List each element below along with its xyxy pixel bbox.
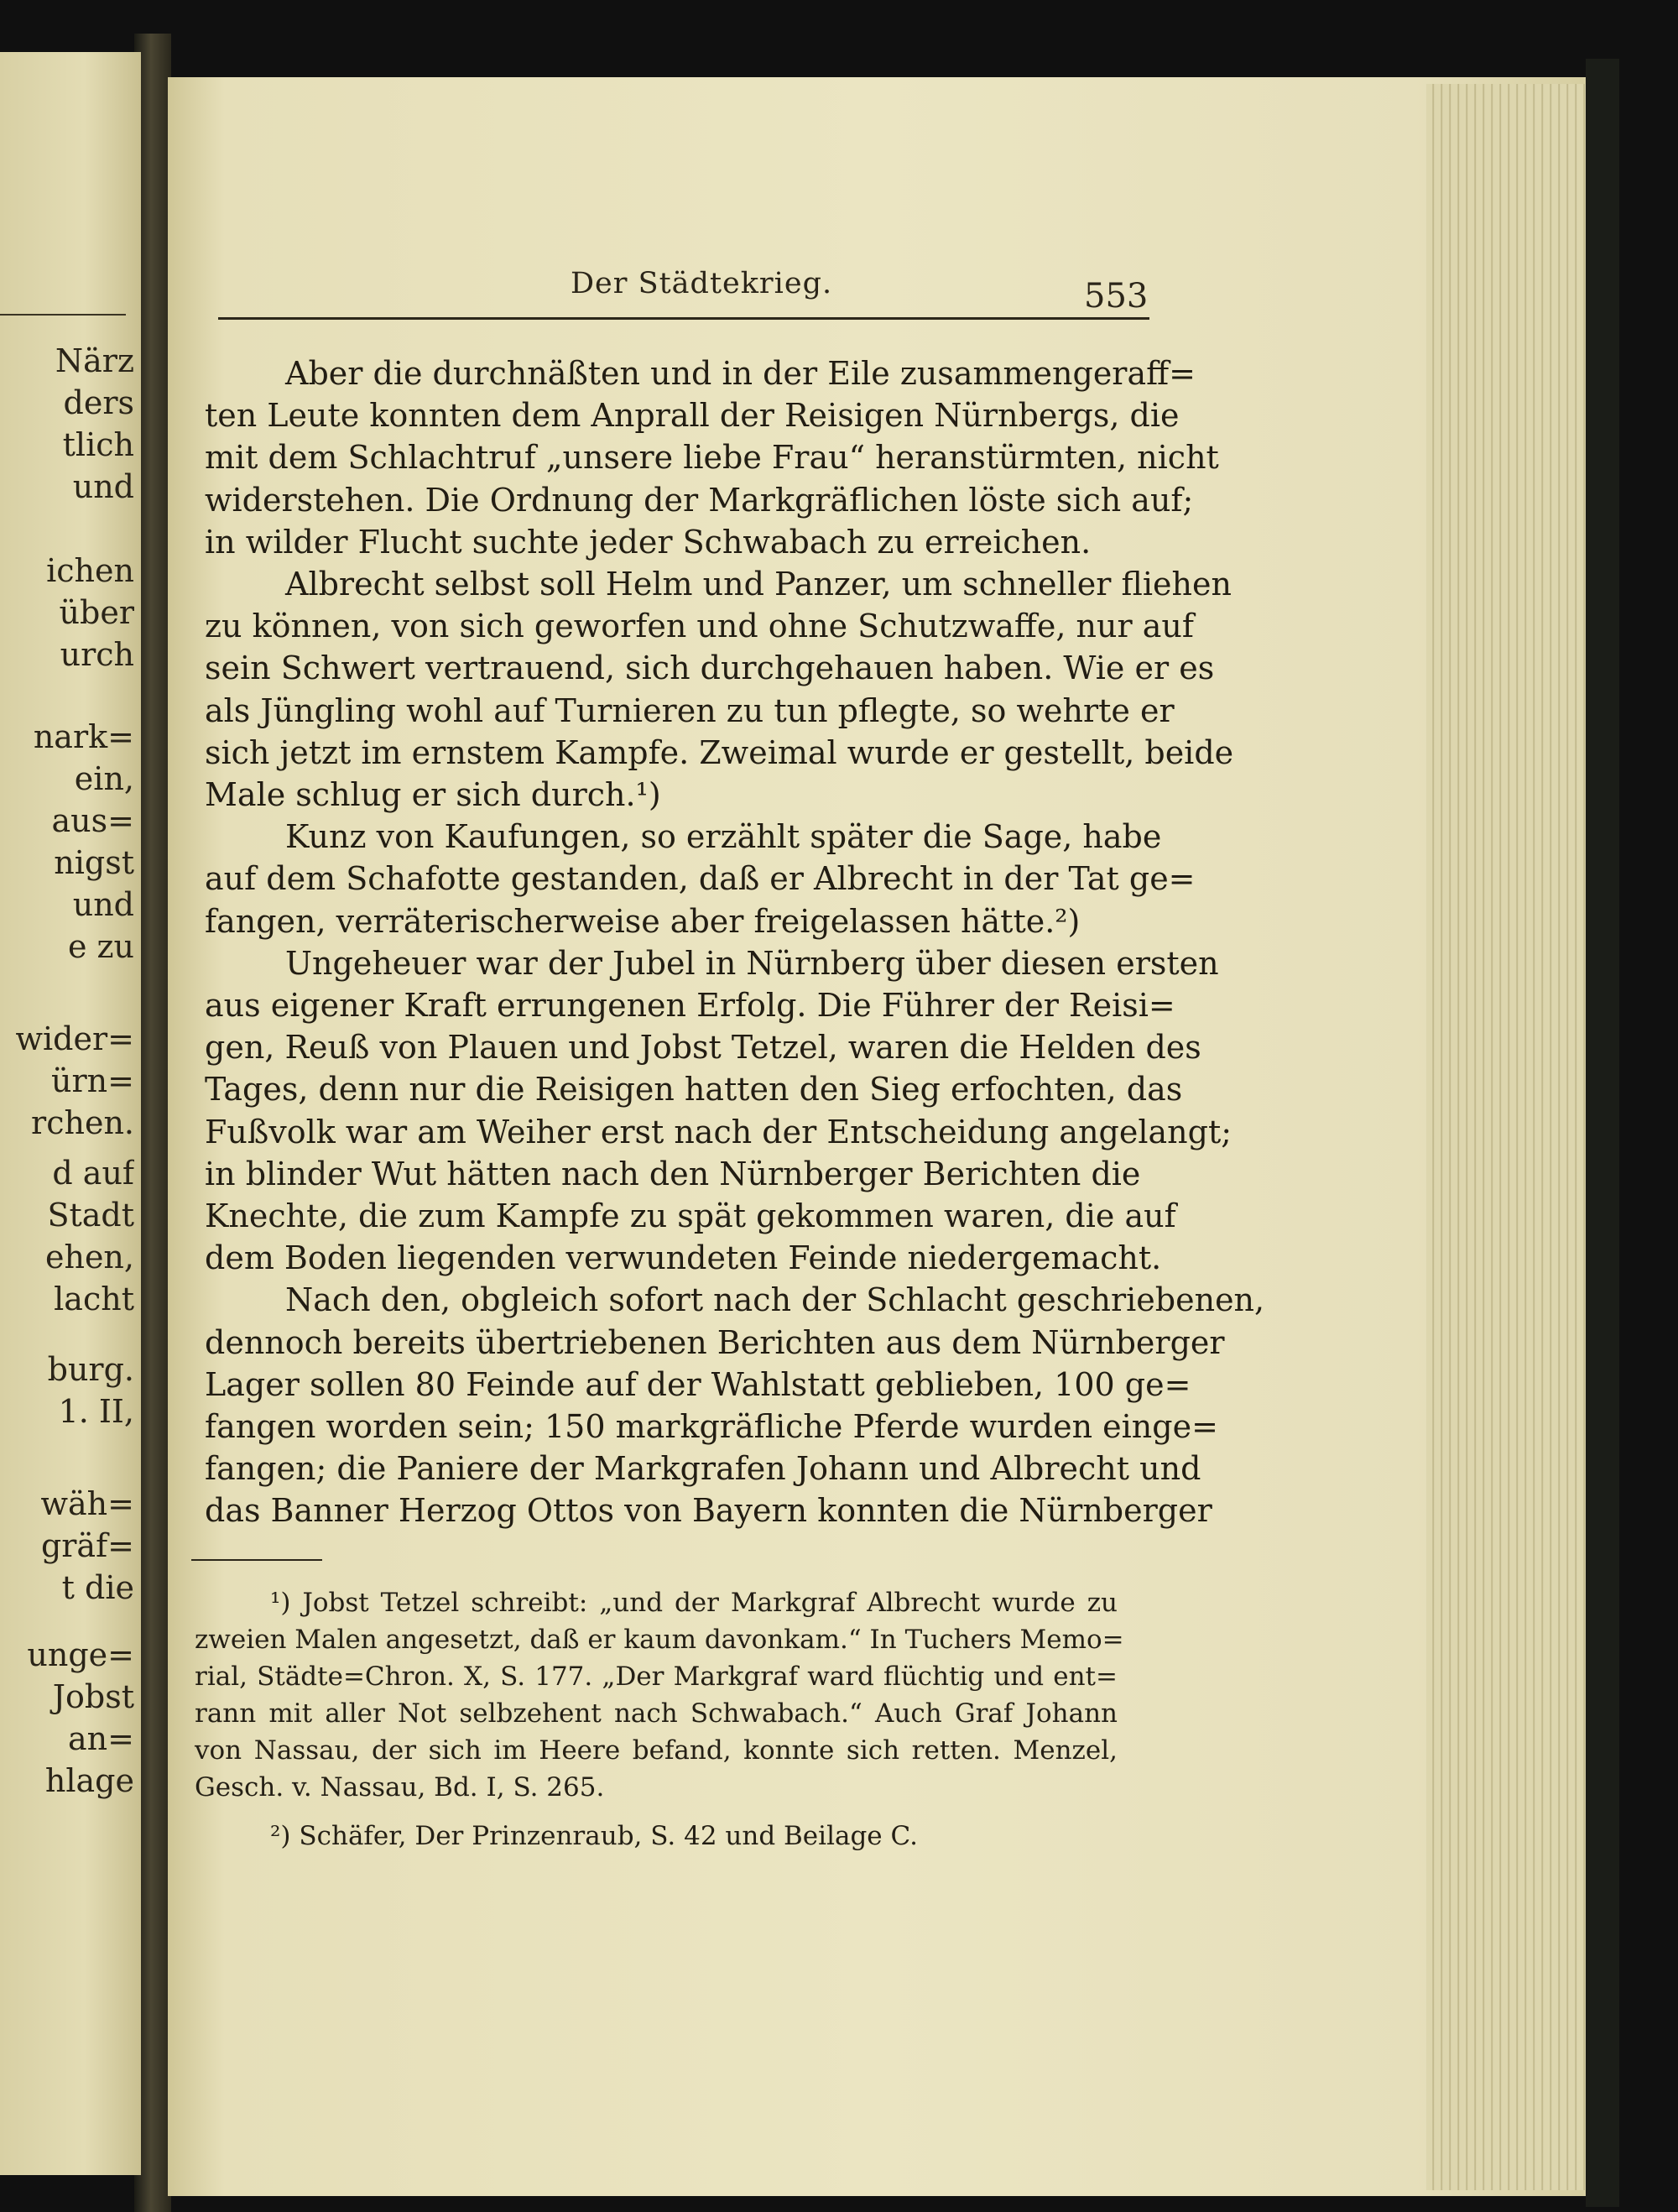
left-page-fragment: unge= xyxy=(27,1636,134,1673)
body-line: Male schlug er sich durch.¹) xyxy=(205,776,661,813)
left-page-fragment: nigst xyxy=(54,844,134,881)
footnote-line: Gesch. v. Nassau, Bd. I, S. 265. xyxy=(195,1772,605,1802)
left-page-fragment: ürn= xyxy=(51,1062,134,1099)
left-page-fragment: urch xyxy=(60,636,134,673)
left-page-fragment: Jobst xyxy=(52,1678,134,1715)
left-page-fragment: ders xyxy=(63,384,134,421)
body-line: dem Boden liegenden verwundeten Feinde niedergemacht. xyxy=(205,1239,1162,1277)
book-cover-edge xyxy=(1586,59,1619,2207)
left-page-fragment: nark= xyxy=(33,718,134,755)
body-line: als Jüngling wohl auf Turnieren zu tun pflegte, so wehrte er xyxy=(205,691,1175,729)
body-line: mit dem Schlachtruf „unsere liebe Frau“ heranstürmten, nicht xyxy=(205,439,1219,477)
body-line: ten Leute konnten dem Anprall der Reisigen Nürnbergs, die xyxy=(205,397,1180,435)
body-line: dennoch bereits übertriebenen Berichten aus dem Nürnberger xyxy=(205,1323,1225,1361)
header-rule xyxy=(218,317,1149,320)
left-page-fragment: Stadt xyxy=(47,1197,134,1234)
left-page-fragment: d auf xyxy=(52,1155,134,1192)
body-line: fangen; die Paniere der Markgrafen Johann und Albrecht und xyxy=(205,1450,1201,1488)
body-line: widerstehen. Die Ordnung der Markgräflichen löste sich auf; xyxy=(205,481,1194,519)
left-page-fragment: ehen, xyxy=(44,1239,134,1276)
running-title: Der Städtekrieg. xyxy=(571,267,833,300)
left-header-rule xyxy=(0,314,126,316)
footnote-rule xyxy=(191,1559,322,1561)
left-page-fragment: ichen xyxy=(46,552,134,589)
left-page-fragment: aus= xyxy=(51,802,134,839)
body-line: aus eigener Kraft errungenen Erfolg. Die Führer der Reisi= xyxy=(205,987,1175,1024)
left-page-fragment: wider= xyxy=(15,1020,134,1057)
body-line: Ungeheuer war der Jubel in Nürnberg über diesen ersten xyxy=(285,944,1219,982)
left-page-fragment: hlage xyxy=(44,1762,134,1799)
body-line: sein Schwert vertrauend, sich durchgehauen haben. Wie er es xyxy=(205,650,1215,687)
left-page-fragment: gräf= xyxy=(40,1527,134,1564)
left-page-fragment: und xyxy=(72,886,134,923)
body-line: Kunz von Kaufungen, so erzählt später die Sage, habe xyxy=(285,818,1162,856)
footnote-line: von Nassau, der sich im Heere befand, konnte sich retten. Menzel, xyxy=(195,1735,1118,1766)
left-page-fragment: t die xyxy=(61,1569,134,1606)
left-facing-page xyxy=(0,52,141,2175)
left-page-fragment: burg. xyxy=(47,1351,134,1388)
left-page-fragment: tlich xyxy=(62,426,134,463)
left-page-fragment: Närz xyxy=(55,342,134,379)
left-page-fragment: über xyxy=(59,594,134,631)
left-page-fragment: und xyxy=(72,468,134,505)
body-line: in blinder Wut hätten nach den Nürnberger Berichten die xyxy=(205,1155,1141,1192)
body-line: Lager sollen 80 Feinde auf der Wahlstatt geblieben, 100 ge= xyxy=(205,1365,1191,1403)
body-line: Knechte, die zum Kampfe zu spät gekommen waren, die auf xyxy=(205,1197,1176,1234)
body-line: sich jetzt im ernstem Kampfe. Zweimal wurde er gestellt, beide xyxy=(205,733,1234,771)
body-line: zu können, von sich geworfen und ohne Schutzwaffe, nur auf xyxy=(205,608,1194,645)
footnote-line: rial, Städte=Chron. X, S. 177. „Der Markgraf ward flüchtig und ent= xyxy=(195,1662,1118,1692)
left-page-fragment: rchen. xyxy=(31,1104,134,1141)
left-page-fragment: 1. II, xyxy=(58,1393,134,1430)
left-page-fragment: wäh= xyxy=(40,1485,134,1522)
page-number: 553 xyxy=(1084,277,1149,316)
left-page-fragment: e zu xyxy=(67,928,134,965)
body-line: in wilder Flucht suchte jeder Schwabach zu erreichen. xyxy=(205,523,1092,561)
body-line: Albrecht selbst soll Helm und Panzer, um schneller fliehen xyxy=(285,566,1232,603)
footnote-line: ¹) Jobst Tetzel schreibt: „und der Markgraf Albrecht wurde zu xyxy=(270,1588,1118,1618)
body-line: Aber die durchnäßten und in der Eile zusammengeraff= xyxy=(285,355,1196,392)
footnote-line: ²) Schäfer, Der Prinzenraub, S. 42 und Beilage C. xyxy=(270,1821,918,1851)
body-line: das Banner Herzog Ottos von Bayern konnten die Nürnberger xyxy=(205,1492,1212,1530)
footnote-line: zweien Malen angesetzt, daß er kaum davonkam.“ In Tuchers Memo= xyxy=(195,1625,1124,1655)
body-line: auf dem Schafotte gestanden, daß er Albrecht in der Tat ge= xyxy=(205,860,1196,898)
body-line: Nach den, obgleich sofort nach der Schlacht geschriebenen, xyxy=(285,1281,1265,1319)
body-line: Fußvolk war am Weiher erst nach der Entscheidung angelangt; xyxy=(205,1113,1232,1150)
body-line: Tages, denn nur die Reisigen hatten den Sieg erfochten, das xyxy=(205,1071,1183,1109)
left-page-fragment: ein, xyxy=(74,760,134,797)
body-line: fangen, verräterischerweise aber freigelassen hätte.²) xyxy=(205,902,1081,940)
left-page-fragment: lacht xyxy=(54,1281,134,1317)
footnote-line: rann mit aller Not selbzehent nach Schwabach.“ Auch Graf Johann xyxy=(195,1698,1118,1729)
left-page-fragment: an= xyxy=(68,1720,134,1757)
body-line: gen, Reuß von Plauen und Jobst Tetzel, waren die Helden des xyxy=(205,1029,1201,1067)
page-edges xyxy=(1426,84,1586,2190)
body-line: fangen worden sein; 150 markgräfliche Pferde wurden einge= xyxy=(205,1408,1218,1445)
